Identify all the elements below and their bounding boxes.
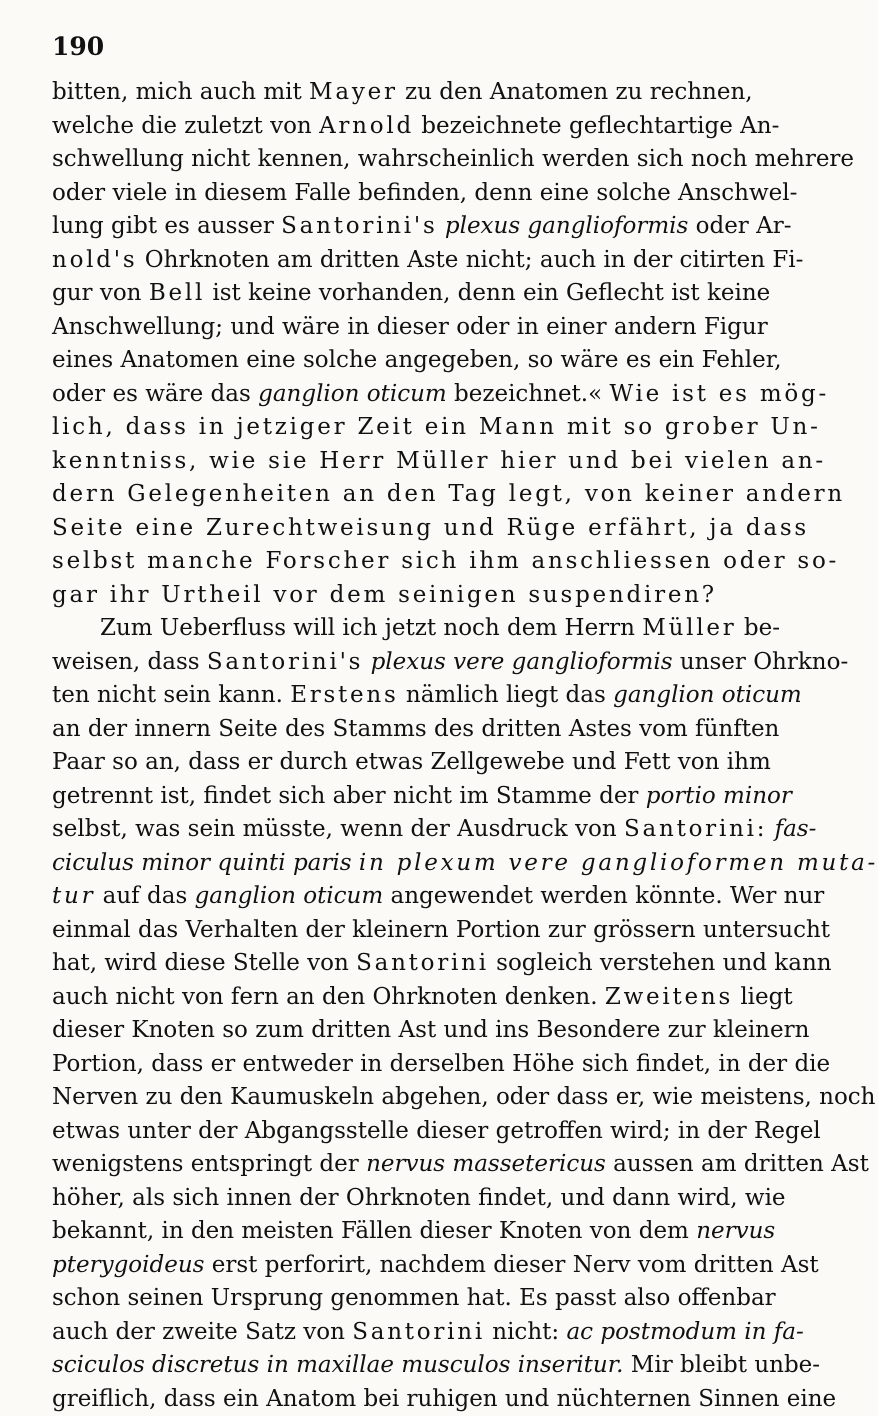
text-segment: fas-: [775, 816, 817, 842]
text-segment: sogleich verstehen und kann: [489, 950, 832, 976]
text-segment: kenntniss, wie sie Herr Müller hier und bei vielen an-: [52, 448, 826, 474]
text-line: [52, 914, 752, 948]
text-line: [52, 780, 752, 814]
text-line: [52, 277, 752, 311]
text-segment: nervus massetericus: [366, 1151, 606, 1177]
text-segment: an der innern Seite des Stamms des dritten Astes vom fünften: [52, 716, 779, 742]
text-line: [52, 445, 752, 479]
text-segment: ac postmodum in fa-: [566, 1319, 803, 1345]
text-segment: Nerven zu den Kaumuskeln abgehen, oder dass er, wie meistens, noch: [52, 1084, 876, 1110]
text-segment: Arnold: [319, 113, 414, 139]
text-segment: [767, 816, 774, 842]
text-segment: bitten, mich auch mit: [52, 79, 309, 105]
text-segment: ganglion oticum: [195, 883, 384, 909]
text-segment: sciculos discretus in maxillae musculos inseritur.: [52, 1352, 623, 1378]
text-segment: lich, dass in jetziger Zeit ein Mann mit so grober Un-: [52, 414, 821, 440]
text-segment: welche die zuletzt von: [52, 113, 319, 139]
text-segment: aussen am dritten Ast: [606, 1151, 869, 1177]
text-segment: nämlich liegt das: [399, 682, 614, 708]
text-line: [52, 411, 752, 445]
text-segment: selbst, was sein müsste, wenn der Ausdruck von: [52, 816, 624, 842]
text-segment: Santorini's: [281, 213, 437, 239]
text-line: [52, 1349, 752, 1383]
text-line: [52, 612, 752, 646]
text-segment: selbst manche Forscher sich ihm anschliessen oder so-: [52, 548, 839, 574]
text-line: [52, 813, 752, 847]
text-line: [52, 679, 752, 713]
text-segment: oder viele in diesem Falle befinden, denn eine solche Anschwel-: [52, 180, 797, 206]
text-segment: angewendet werden könnte. Wer nur: [383, 883, 824, 909]
text-segment: Santorini: [356, 950, 489, 976]
text-segment: dieser Knoten so zum dritten Ast und ins Besondere zur kleinern: [52, 1017, 809, 1043]
text-line: [52, 1316, 752, 1350]
text-segment: erst perforirt, nachdem dieser Nerv vom dritten Ast: [204, 1252, 818, 1278]
text-segment: oder es wäre das: [52, 381, 258, 407]
text-segment: wenigstens entspringt der: [52, 1151, 366, 1177]
text-line: [52, 378, 752, 412]
text-line: [52, 1115, 752, 1149]
text-segment: Santorini:: [624, 816, 767, 842]
text-segment: ten nicht sein kann.: [52, 682, 290, 708]
text-line: [52, 1282, 752, 1316]
text-segment: Santorini's: [207, 649, 363, 675]
text-segment: [438, 213, 445, 239]
text-segment: nicht:: [485, 1319, 566, 1345]
page-number: 190: [52, 34, 104, 59]
text-segment: auch nicht von fern an den Ohrknoten denken.: [52, 984, 605, 1010]
text-segment: eines Anatomen eine solche angegeben, so wäre es ein Fehler,: [52, 347, 782, 373]
text-segment: Wie ist es mög-: [610, 381, 830, 407]
text-line: [52, 244, 752, 278]
text-line: [52, 1215, 752, 1249]
text-segment: ganglion oticum: [258, 381, 447, 407]
text-segment: Portion, dass er entweder in derselben Höhe sich findet, in der die: [52, 1051, 830, 1077]
text-segment: liegt: [733, 984, 793, 1010]
text-segment: [352, 850, 359, 876]
text-line: [52, 1081, 752, 1115]
text-segment: Zweitens: [605, 984, 733, 1010]
text-segment: oder Ar-: [688, 213, 791, 239]
text-line: [52, 646, 752, 680]
text-segment: lung gibt es ausser: [52, 213, 281, 239]
text-segment: ciculus minor quinti paris: [52, 850, 352, 876]
text-line: [52, 76, 752, 110]
text-line: [52, 746, 752, 780]
text-line: [52, 311, 752, 345]
text-segment: getrennt ist, findet sich aber nicht im Stamme der: [52, 783, 646, 809]
text-line: [52, 545, 752, 579]
text-segment: in plexum vere ganglioformen muta-: [359, 850, 878, 876]
text-segment: Müller: [642, 615, 736, 641]
text-segment: [363, 649, 370, 675]
text-segment: Seite eine Zurechtweisung und Rüge erfährt, ja dass: [52, 515, 809, 541]
text-segment: ist keine vorhanden, denn ein Geflecht ist keine: [205, 280, 770, 306]
text-segment: bezeichnete geflechtartige An-: [414, 113, 779, 139]
text-line: [52, 344, 752, 378]
text-line: [52, 1249, 752, 1283]
text-segment: weisen, dass: [52, 649, 207, 675]
text-segment: plexus vere ganglioformis: [371, 649, 673, 675]
text-line: [52, 512, 752, 546]
text-line: [52, 110, 752, 144]
text-segment: dern Gelegenheiten an den Tag legt, von keiner andern: [52, 481, 845, 507]
text-segment: einmal das Verhalten der kleinern Portion zur grössern untersucht: [52, 917, 830, 943]
text-segment: Erstens: [290, 682, 398, 708]
text-line: [52, 210, 752, 244]
text-line: [52, 947, 752, 981]
text-segment: Mir bleibt unbe-: [623, 1352, 820, 1378]
text-segment: etwas unter der Abgangsstelle dieser getroffen wird; in der Regel: [52, 1118, 821, 1144]
text-segment: schon seinen Ursprung genommen hat. Es passt also offenbar: [52, 1285, 776, 1311]
text-segment: Ohrknoten am dritten Aste nicht; auch in der citirten Fi-: [137, 247, 803, 273]
text-segment: nold's: [52, 247, 137, 273]
text-line: [52, 478, 752, 512]
text-segment: höher, als sich innen der Ohrknoten findet, und dann wird, wie: [52, 1185, 786, 1211]
body-text: [52, 76, 752, 1416]
text-segment: Zum Ueberfluss will ich jetzt noch dem Herrn: [100, 615, 642, 641]
text-line: [52, 1148, 752, 1182]
text-line: [52, 1383, 752, 1416]
text-segment: gar ihr Urtheil vor dem seinigen suspendiren?: [52, 582, 717, 608]
text-segment: auf das: [95, 883, 194, 909]
text-segment: be-: [737, 615, 780, 641]
text-line: [52, 981, 752, 1015]
text-segment: pterygoideus: [52, 1252, 204, 1278]
text-segment: Santorini: [352, 1319, 485, 1345]
text-line: [52, 579, 752, 613]
text-segment: Anschwellung; und wäre in dieser oder in einer andern Figur: [52, 314, 768, 340]
text-line: [52, 1048, 752, 1082]
text-segment: bekannt, in den meisten Fällen dieser Knoten von dem: [52, 1218, 696, 1244]
text-line: [52, 1182, 752, 1216]
text-segment: ganglion oticum: [613, 682, 802, 708]
text-segment: auch der zweite Satz von: [52, 1319, 352, 1345]
text-segment: portio minor: [646, 783, 792, 809]
text-line: [52, 713, 752, 747]
text-line: [52, 177, 752, 211]
text-segment: Paar so an, dass er durch etwas Zellgewebe und Fett von ihm: [52, 749, 771, 775]
text-segment: Bell: [149, 280, 205, 306]
text-segment: tur: [52, 883, 95, 909]
text-line: [52, 1014, 752, 1048]
text-line: [52, 880, 752, 914]
text-segment: greiflich, dass ein Anatom bei ruhigen und nüchternen Sinnen eine: [52, 1386, 836, 1412]
text-segment: nervus: [696, 1218, 775, 1244]
text-segment: schwellung nicht kennen, wahrscheinlich werden sich noch mehrere: [52, 146, 854, 172]
text-line: [52, 143, 752, 177]
text-line: [52, 847, 752, 881]
text-segment: bezeichnet.«: [447, 381, 610, 407]
text-segment: hat, wird diese Stelle von: [52, 950, 356, 976]
text-segment: plexus ganglioformis: [445, 213, 688, 239]
text-segment: Mayer: [309, 79, 398, 105]
text-segment: zu den Anatomen zu rechnen,: [398, 79, 753, 105]
text-segment: gur von: [52, 280, 149, 306]
text-segment: unser Ohrkno-: [673, 649, 849, 675]
